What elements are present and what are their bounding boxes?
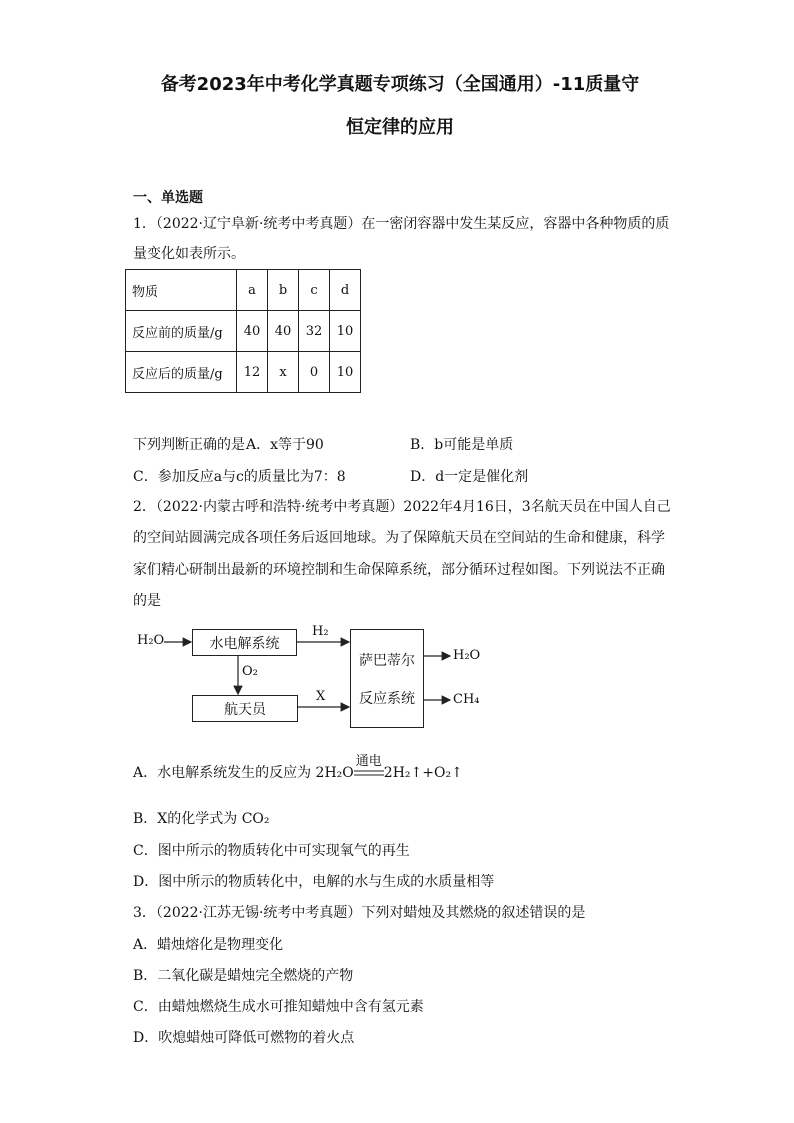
box-sabatier: [350, 629, 424, 728]
label-h2o-input: H₂O: [137, 633, 165, 648]
q2-option-b[interactable]: B．X的化学式为 CO₂: [133, 811, 270, 827]
q1-prompt: 下列判断正确的是: [133, 437, 245, 453]
q2-stem-line3: 家们精心研制出最新的环境控制和生命保障系统，部分循环过程如图。下列说法不正确: [133, 562, 665, 578]
q1-mass-table: [125, 269, 361, 393]
table-cell: a: [237, 270, 268, 311]
table-row: [126, 311, 361, 352]
option-a-prefix: A．水电解系统发生的反应为 2H₂O: [133, 765, 354, 781]
double-line-sign: [354, 770, 384, 778]
label-h2o-output: H₂O: [453, 648, 481, 663]
q1-option-d[interactable]: D．d一定是催化剂: [410, 469, 529, 485]
q2-stem-line2: 的空间站圆满完成各项任务后返回地球。为了保障航天员在空间站的生命和健康，科学: [133, 530, 665, 546]
q2-option-a[interactable]: [133, 754, 463, 782]
table-cell: c: [299, 270, 330, 311]
label-o2: O₂: [242, 664, 258, 679]
sabatier-label-2: 反应系统: [359, 690, 415, 707]
condition-label: 通电: [355, 754, 382, 769]
table-cell: 40: [237, 311, 268, 352]
q1-option-b[interactable]: B．b可能是单质: [410, 437, 514, 453]
table-row: [126, 270, 361, 311]
q1-stem-line2: 量变化如表所示。: [133, 246, 245, 262]
table-cell: 12: [237, 352, 268, 393]
reaction-condition: [354, 754, 384, 780]
q2-stem-line4: 的是: [133, 593, 161, 609]
sabatier-label-1: 萨巴蒂尔: [359, 652, 415, 669]
page-title-line1: 备考2023年中考化学真题专项练习（全国通用）-11质量守: [160, 74, 640, 95]
page-title-line2: 恒定律的应用: [346, 117, 454, 138]
q2-option-c[interactable]: C．图中所示的物质转化中可实现氧气的再生: [133, 843, 410, 859]
table-cell: 反应后的质量/g: [126, 352, 237, 393]
q2-option-d[interactable]: D．图中所示的物质转化中，电解的水与生成的水质量相等: [133, 874, 495, 890]
table-cell: 10: [330, 311, 361, 352]
table-cell: 32: [299, 311, 330, 352]
q1-option-c[interactable]: C．参加反应a与c的质量比为7：8: [133, 469, 346, 485]
table-cell: 10: [330, 352, 361, 393]
table-cell: 40: [268, 311, 299, 352]
q1-option-a[interactable]: A．x等于90: [246, 437, 324, 453]
label-h2: H₂: [312, 624, 329, 639]
q3-option-d[interactable]: D．吹熄蜡烛可降低可燃物的着火点: [133, 1030, 355, 1046]
label-x: X: [316, 689, 326, 704]
diagram-arrows: [130, 620, 490, 730]
table-cell: x: [268, 352, 299, 393]
q3-option-b[interactable]: B．二氧化碳是蜡烛完全燃烧的产物: [133, 968, 354, 984]
q3-stem: 3．（2022·江苏无锡·统考中考真题）下列对蜡烛及其燃烧的叙述错误的是: [133, 905, 586, 921]
table-cell: 物质: [126, 270, 237, 311]
option-a-suffix: 2H₂↑+O₂↑: [383, 765, 463, 781]
table-row: [126, 352, 361, 393]
table-cell: d: [330, 270, 361, 311]
q1-stem-line1: 1．（2022·辽宁阜新·统考中考真题）在一密闭容器中发生某反应，容器中各种物质的质: [133, 216, 670, 232]
label-ch4-output: CH₄: [453, 692, 480, 707]
q3-option-c[interactable]: C．由蜡烛燃烧生成水可推知蜡烛中含有氢元素: [133, 999, 424, 1015]
table-cell: b: [268, 270, 299, 311]
table-cell: 反应前的质量/g: [126, 311, 237, 352]
box-electrolysis: 水电解系统: [192, 629, 297, 656]
q2-cycle-diagram: [130, 620, 490, 730]
box-astronaut: 航天员: [192, 695, 298, 722]
section-heading: 一、单选题: [133, 190, 203, 206]
q2-stem-line1: 2．（2022·内蒙古呼和浩特·统考中考真题）2022年4月16日，3名航天员在中国人自己: [133, 499, 671, 515]
q3-option-a[interactable]: A．蜡烛熔化是物理变化: [133, 937, 284, 953]
table-cell: 0: [299, 352, 330, 393]
